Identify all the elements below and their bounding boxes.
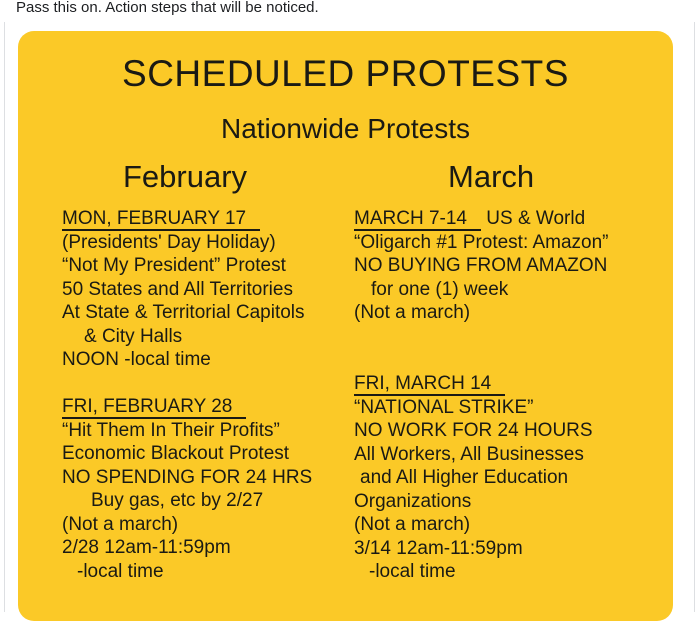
- mar-event-2-date: FRI, MARCH 14: [354, 374, 505, 396]
- march-heading: March: [448, 159, 535, 194]
- mar-event-2-line: -local time: [369, 561, 456, 582]
- mar-event-2: [354, 372, 593, 584]
- feb-event-1-date: MON, FEBRUARY 17: [62, 209, 260, 231]
- feb-event-2-line: (Not a march): [62, 513, 179, 535]
- feb-event-1-line: & City Halls: [84, 325, 183, 347]
- mar-event-2-line: All Workers, All Businesses: [354, 443, 584, 465]
- feb-event-2-date: FRI, FEBRUARY 28: [62, 397, 246, 419]
- feb-event-1-line: 50 States and All Territories: [62, 278, 293, 300]
- feb-event-1: [62, 207, 305, 372]
- feb-event-2-line: “Hit Them In Their Profits”: [62, 419, 280, 441]
- mar-event-1: [354, 207, 609, 325]
- feb-event-2-line: Economic Blackout Protest: [62, 443, 290, 464]
- mar-event-1-line: (Not a march): [354, 302, 471, 323]
- feb-event-1-line: At State & Territorial Capitols: [62, 302, 305, 323]
- feb-event-2-line: -local time: [77, 560, 164, 582]
- mar-event-2-line: “NATIONAL STRIKE”: [354, 396, 534, 418]
- poster-title: SCHEDULED PROTESTS: [122, 53, 569, 94]
- feb-event-1-line: (Presidents' Day Holiday): [62, 231, 276, 253]
- post-caption: Pass this on. Action steps that will be noticed.: [16, 0, 319, 16]
- mar-event-2-line: and All Higher Education: [360, 467, 569, 488]
- feb-event-2-line: 2/28 12am-11:59pm: [62, 537, 231, 558]
- feb-event-2-line: Buy gas, etc by 2/27: [91, 490, 264, 511]
- mar-event-2-line: Organizations: [354, 490, 472, 512]
- mar-event-2-line: (Not a march): [354, 514, 471, 535]
- feb-event-2-line: NO SPENDING FOR 24 HRS: [62, 466, 313, 488]
- protest-poster-image[interactable]: [18, 31, 673, 621]
- mar-event-1-date: MARCH 7-14: [354, 209, 481, 231]
- feb-event-1-line: “Not My President” Protest: [62, 255, 286, 276]
- feb-event-2: [62, 395, 312, 583]
- mar-event-2-line: NO WORK FOR 24 HOURS: [354, 420, 593, 441]
- mar-event-1-line: “Oligarch #1 Protest: Amazon”: [354, 231, 609, 253]
- mar-event-2-line: 3/14 12am-11:59pm: [354, 537, 523, 559]
- mar-event-1-scope: US & World: [486, 208, 586, 229]
- poster-subtitle: Nationwide Protests: [220, 113, 470, 144]
- feb-event-1-line: NOON -local time: [62, 349, 211, 370]
- mar-event-1-line: for one (1) week: [371, 278, 509, 300]
- february-heading: February: [123, 159, 248, 194]
- mar-event-1-line: NO BUYING FROM AMAZON: [354, 255, 608, 276]
